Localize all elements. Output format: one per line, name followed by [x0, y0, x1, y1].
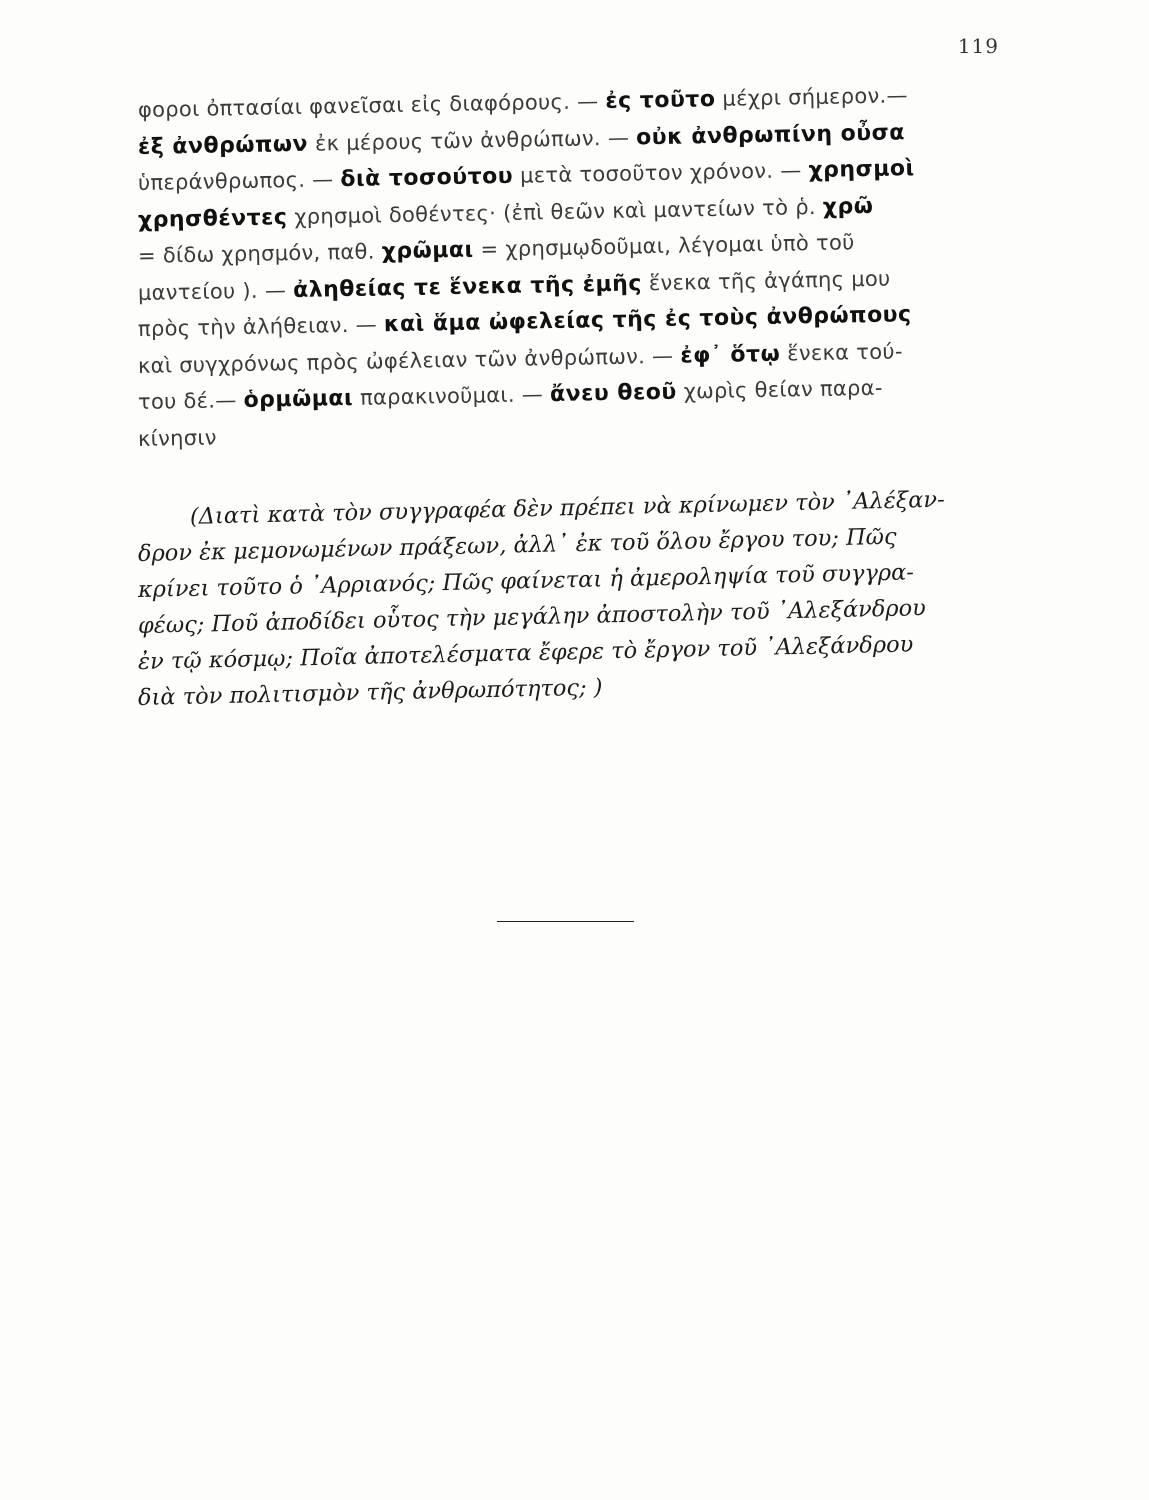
glossary-term: ἐς τοῦτο [605, 86, 716, 115]
glossary-definition: ἕνεκα τού- [779, 338, 903, 366]
glossary-term: ἐξ ἀνθρώπων [137, 131, 309, 160]
glossary-definition: χρησμοὶ δοθέντες· (ἐπὶ θεῶν καὶ μαντείων τὸ ῥ. [287, 194, 824, 229]
glossary-definition: μέχρι σήμερον.— [715, 83, 908, 111]
glossary-term: ἀληθείας τε ἕνεκα τῆς ἐμῆς [292, 270, 643, 303]
glossary-definition: χωρὶς θείαν παρα- [676, 375, 883, 404]
question-line: φέως; Ποῦ ἀποδίδει οὗτος τὴν μεγάλην ἀποστολὴν τοῦ ᾿Αλεξάνδρου [137, 595, 927, 639]
glossary-term: χρῶ [822, 193, 874, 220]
question-line: διὰ τὸν πολιτισμὸν τῆς ἀνθρωπότητος; ) [137, 674, 603, 711]
glossary-definition: κίνησιν [137, 424, 217, 451]
glossary-definition: = δίδω χρησμόν, παθ. [137, 239, 382, 268]
vocabulary-glossary [137, 83, 978, 457]
glossary-definition: μαντείου ). — [137, 277, 294, 305]
question-line: δρον ἐκ μεμονωμένων πράξεων, ἀλλ᾽ ἐκ τοῦ ὅλου ἔργου του; Πῶς [137, 523, 897, 567]
glossary-definition: μετὰ τοσοῦτον χρόνον. — [512, 158, 809, 188]
glossary-term: χρησμοὶ [808, 156, 915, 184]
study-questions [137, 486, 988, 716]
glossary-term: ἐφ᾽ ὅτῳ [680, 341, 781, 369]
glossary-definition: πρὸς τὴν ἀλήθειαν. — [137, 312, 385, 341]
question-line: κρίνει τοῦτο ὁ ᾿Αρριανός; Πῶς φαίνεται ἡ ἀμεροληψία τοῦ συγγρα- [137, 559, 915, 603]
section-divider-rule [497, 921, 634, 922]
glossary-definition: ἐκ μέρους τῶν ἀνθρώπων. — [307, 124, 637, 156]
glossary-term: καὶ ἅμα ὠφελείας τῆς ἐς τοὺς ἀνθρώπους [383, 302, 912, 338]
glossary-definition: παρακινοῦμαι. — [352, 382, 551, 410]
question-line: (Διατὶ κατὰ τὸν συγγραφέα δὲν πρέπει νὰ κρίνωμεν τὸν ᾿Αλέξαν- [189, 486, 945, 530]
glossary-definition: ἕνεκα τῆς ἀγάπης μου [641, 266, 891, 295]
glossary-definition: καὶ συγχρόνως πρὸς ὠφέλειαν τῶν ἀνθρώπων. — [137, 343, 681, 378]
glossary-definition: φοροι ὀπτασίαι φανεῖσαι εἰς διαφόρους. — [137, 89, 606, 122]
question-line: ἐν τῷ κόσμῳ; Ποῖα ἀποτελέσματα ἔφερε τὸ ἔργον τοῦ ᾿Αλεξάνδρου [137, 631, 914, 675]
glossary-term: διὰ τοσούτου [340, 163, 514, 193]
glossary-definition: = χρησμῳδοῦμαι, λέγομαι ὑπὸ τοῦ [473, 230, 855, 262]
glossary-term: χρησθέντες [137, 204, 288, 233]
page-number: 119 [957, 34, 999, 58]
glossary-term: χρῶμαι [381, 237, 474, 265]
glossary-term: ἄνευ θεοῦ [549, 379, 677, 408]
glossary-definition: ὑπεράνθρωπος. — [137, 167, 341, 195]
glossary-term: οὐκ ἀνθρωπίνη οὖσα [635, 119, 906, 150]
glossary-definition: του δέ.— [137, 387, 244, 414]
glossary-term: ὁρμῶμαι [243, 385, 354, 413]
